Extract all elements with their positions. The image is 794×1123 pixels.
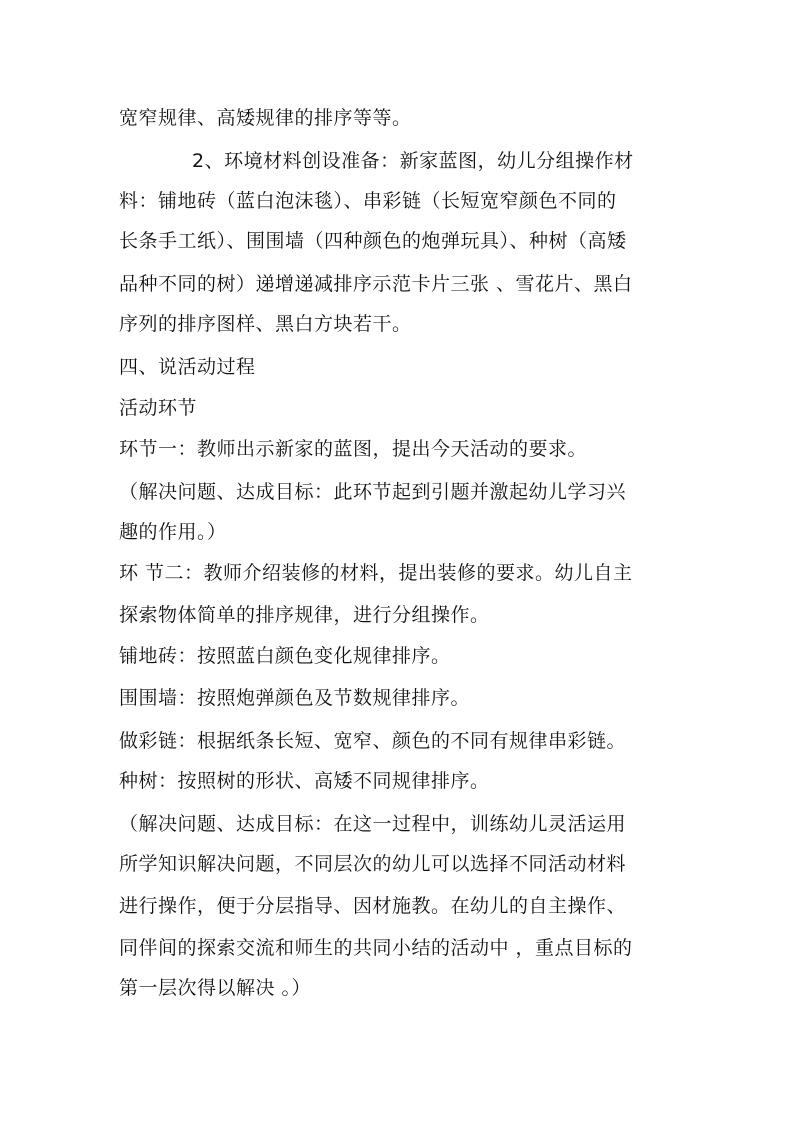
text-line-19: 所学知识解决问题，不同层次的幼儿可以选择不同活动材料: [119, 853, 627, 875]
text-line-22: 第一层次得以解决 。）: [119, 977, 312, 999]
section-heading: 四、说活动过程: [119, 356, 256, 378]
text-line-5: 品种不同的树）递增递减排序示范卡片三张 、雪花片、黑白: [119, 273, 633, 295]
text-line-10: （解决问题、达成目标：此环节起到引题并激起幼儿学习兴: [119, 481, 627, 503]
text-line-13: 探索物体简单的排序规律，进行分组操作。: [119, 604, 490, 626]
text-line-2: 2、环境材料创设准备：新家蓝图，幼儿分组操作材: [192, 150, 634, 172]
text-line-16: 做彩链：根据纸条长短、宽窄、颜色的不同有规律串彩链。: [119, 730, 627, 752]
text-line-6: 序列的排序图样、黑白方块若干。: [119, 313, 412, 335]
text-line-11: 趣的作用。）: [119, 521, 227, 543]
text-line-21: 同伴间的探索交流和师生的共同小结的活动中 ，重点目标的: [119, 937, 633, 959]
subsection-heading: 活动环节: [119, 397, 198, 419]
text-line-17: 种树：按照树的形状、高矮不同规律排序。: [119, 770, 490, 792]
text-line-14: 铺地砖：按照蓝白颜色变化规律排序。: [119, 645, 451, 667]
text-line-3: 料：铺地砖（蓝白泡沫毯）、串彩链（长短宽窄颜色不同的: [119, 190, 617, 212]
text-line-1: 宽窄规律、高矮规律的排序等等。: [119, 107, 412, 129]
text-line-18: （解决问题、达成目标：在这一过程中，训练幼儿灵活运用: [119, 813, 627, 835]
text-line-20: 进行操作，便于分层指导、因材施教。在幼儿的自主操作、: [119, 895, 627, 917]
text-line-9: 环节一：教师出示新家的蓝图，提出今天活动的要求。: [119, 438, 588, 460]
text-line-12: 环 节二：教师介绍装修的材料，提出装修的要求。幼儿自主: [119, 562, 633, 584]
text-line-15: 围围墙：按照炮弹颜色及节数规律排序。: [119, 687, 471, 709]
text-line-4: 长条手工纸）、围围墙（四种颜色的炮弹玩具）、种树（高矮: [119, 230, 627, 252]
